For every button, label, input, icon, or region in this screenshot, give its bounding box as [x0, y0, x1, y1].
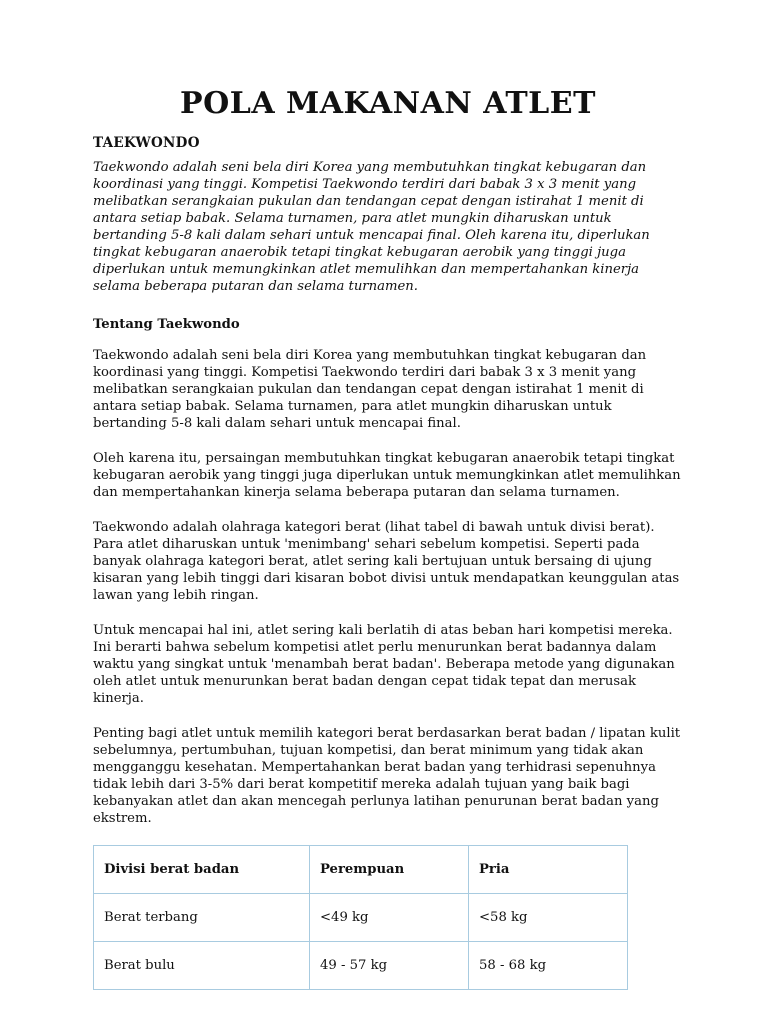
table-header-cell: Perempuan — [310, 846, 469, 894]
table-cell: <49 kg — [310, 894, 469, 942]
paragraph-3: Taekwondo adalah olahraga kategori berat (lihat tabel di bawah untuk divisi berat). Para atlet diharuskan untuk 'menimbang' sehari sebelum kompetisi. Seperti pada banyak olahraga kategori berat, atlet sering kali bertujuan untuk bersaing di ujung kisaran yang lebih tinggi dari kisaran bobot divisi untuk mendapatkan keunggulan atas lawan yang lebih ringan. — [93, 520, 680, 603]
table-cell: 49 - 57 kg — [310, 942, 469, 990]
section-heading: Tentang Taekwondo — [93, 317, 240, 332]
table-cell: Berat terbang — [94, 894, 310, 942]
weight-division-table — [93, 845, 628, 990]
table-cell: Berat bulu — [94, 942, 310, 990]
table-cell: <58 kg — [469, 894, 628, 942]
table-row — [94, 942, 628, 990]
table-header-cell: Divisi berat badan — [94, 846, 310, 894]
paragraph-4: Untuk mencapai hal ini, atlet sering kali berlatih di atas beban hari kompetisi mereka. Ini berarti bahwa sebelum kompetisi atlet perlu menurunkan berat badannya dalam waktu yang singkat untuk 'menambah berat badan'. Beberapa metode yang digunakan oleh atlet untuk menurunkan berat badan dengan cepat tidak tepat dan merusak kinerja. — [93, 623, 675, 706]
table-header-row — [94, 846, 628, 894]
sport-subheading: TAEKWONDO — [93, 135, 200, 151]
table-row — [94, 894, 628, 942]
paragraph-5: Penting bagi atlet untuk memilih kategori berat berdasarkan berat badan / lipatan kulit sebelumnya, pertumbuhan, tujuan kompetisi, dan berat minimum yang tidak akan mengganggu kesehatan. Mempertahankan berat badan yang terhidrasi sepenuhnya tidak lebih dari 3-5% dari berat kompetitif mereka adalah tujuan yang baik bagi kebanyakan atlet dan akan mencegah perlunya latihan penurunan berat badan yang ekstrem. — [93, 726, 681, 826]
table-cell: 58 - 68 kg — [469, 942, 628, 990]
document-title: POLA MAKANAN ATLET — [180, 86, 596, 121]
document-page — [93, 86, 683, 990]
paragraph-1: Taekwondo adalah seni bela diri Korea yang membutuhkan tingkat kebugaran dan koordinasi yang tinggi. Kompetisi Taekwondo terdiri dari babak 3 x 3 menit yang melibatkan serangkaian pukulan dan tendangan cepat dengan istirahat 1 menit di antara setiap babak. Selama turnamen, para atlet mungkin diharuskan untuk bertanding 5-8 kali dalam sehari untuk mencapai final. — [93, 348, 647, 431]
paragraph-2: Oleh karena itu, persaingan membutuhkan tingkat kebugaran anaerobik tetapi tingkat kebugaran aerobik yang tinggi juga diperlukan untuk memungkinkan atlet memulihkan dan mempertahankan kinerja selama beberapa putaran dan selama turnamen. — [93, 451, 681, 500]
table-header-cell: Pria — [469, 846, 628, 894]
intro-paragraph: Taekwondo adalah seni bela diri Korea yang membutuhkan tingkat kebugaran dan koordinasi yang tinggi. Kompetisi Taekwondo terdiri dari babak 3 x 3 menit yang melibatkan serangkaian pukulan dan tendangan cepat dengan istirahat 1 menit di antara setiap babak. Selama turnamen, para atlet mungkin diharuskan untuk bertanding 5-8 kali dalam sehari untuk mencapai final. Oleh karena itu, diperlukan tingkat kebugaran anaerobik tetapi tingkat kebugaran aerobik yang tinggi juga diperlukan untuk memungkinkan atlet memulihkan dan mempertahankan kinerja selama beberapa putaran dan selama turnamen. — [93, 160, 650, 294]
